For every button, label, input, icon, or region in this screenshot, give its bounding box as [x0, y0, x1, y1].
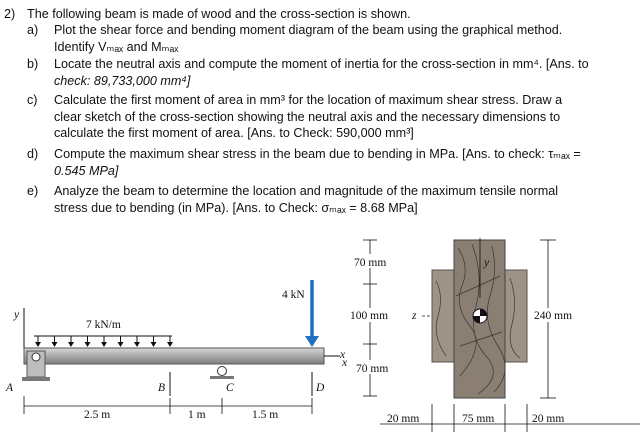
point-a-label: A — [6, 382, 14, 394]
beam-y-axis-label: y — [14, 309, 20, 321]
section-z-label: z — [412, 310, 417, 322]
distributed-load-arrows — [35, 336, 173, 347]
distributed-load-arrowhead — [118, 342, 124, 347]
beam-figure — [5, 280, 348, 421]
figure-svg — [0, 236, 643, 440]
distributed-load-arrowhead — [35, 342, 41, 347]
part-text-line: 0.545 MPa] — [54, 163, 119, 178]
dim-middle-label: 100 mm — [350, 310, 389, 322]
point-d-label: D — [316, 382, 325, 394]
part-text-line: clear sketch of the cross-section showing the neutral axis and the necessary dimensions to — [54, 109, 561, 124]
distributed-load-arrowhead — [68, 342, 74, 347]
part-label: a) — [27, 23, 39, 37]
distributed-load-arrowhead — [151, 342, 157, 347]
dim-width-right-label: 20 mm — [532, 413, 565, 425]
span-2-label: 1 m — [188, 409, 206, 421]
point-load-arrowhead — [305, 336, 319, 347]
span-1-label: 2.5 m — [84, 409, 111, 421]
question-intro: The following beam is made of wood and the cross-section is shown. — [27, 7, 411, 21]
part-label: d) — [27, 147, 39, 161]
beam-x-axis-label: x — [342, 357, 348, 369]
right-flange — [505, 270, 527, 362]
part-label: c) — [27, 93, 38, 107]
span-3-label: 1.5 m — [252, 409, 279, 421]
distributed-load-arrowhead — [52, 342, 58, 347]
part-text-line: Calculate the first moment of area in mm³ for the location of maximum shear stress. Draw a — [54, 93, 563, 107]
part-text-line: Analyze the beam to determine the location and magnitude of the maximum tensile normal — [54, 184, 559, 198]
distributed-load-arrowhead — [101, 342, 107, 347]
distributed-load-arrowhead — [85, 342, 91, 347]
part-text-line: Identify Vₘₐₓ and Mₘₐₓ — [54, 39, 179, 54]
dim-width-web-label: 75 mm — [462, 413, 495, 425]
figure — [0, 236, 643, 440]
section-y-label: y — [484, 257, 490, 269]
dim-height-label: 240 mm — [534, 310, 573, 322]
section-x-label: x — [340, 349, 346, 361]
distributed-load-label: 7 kN/m — [86, 319, 121, 331]
dim-top-label: 70 mm — [354, 257, 387, 269]
roller-support-icon — [210, 367, 234, 380]
part-label: e) — [27, 184, 39, 198]
part-text-line: stress due to bending (in MPa). [Ans. to Check: σₘₐₓ = 8.68 MPa] — [54, 200, 418, 215]
point-b-label: B — [158, 382, 166, 394]
dim-width-left-label: 20 mm — [387, 413, 420, 425]
part-text-line: calculate the first moment of area. [Ans. to Check: 590,000 mm³] — [54, 126, 414, 141]
point-c-label: C — [226, 382, 234, 394]
part-text-line: check: 89,733,000 mm⁴] — [54, 73, 191, 88]
beam — [24, 348, 324, 364]
height-dimension — [530, 240, 580, 398]
part-text-line: Plot the shear force and bending moment diagram of the beam using the graphical method. — [54, 23, 563, 37]
question-number: 2) — [4, 7, 16, 21]
dim-bottom-label: 70 mm — [356, 363, 389, 375]
width-dimensions — [380, 404, 640, 432]
point-load-label: 4 kN — [282, 289, 305, 301]
distributed-load-arrowhead — [134, 342, 140, 347]
left-flange — [432, 270, 454, 362]
part-text-line: Locate the neutral axis and compute the moment of inertia for the cross-section in mm⁴. [Ans. to — [54, 57, 589, 71]
distributed-load-arrowhead — [167, 342, 173, 347]
cross-section — [432, 238, 527, 398]
part-label: b) — [27, 57, 39, 71]
part-text-line: Compute the maximum shear stress in the beam due to bending in MPa. [Ans. to check: τₘₐₓ = — [54, 147, 581, 161]
